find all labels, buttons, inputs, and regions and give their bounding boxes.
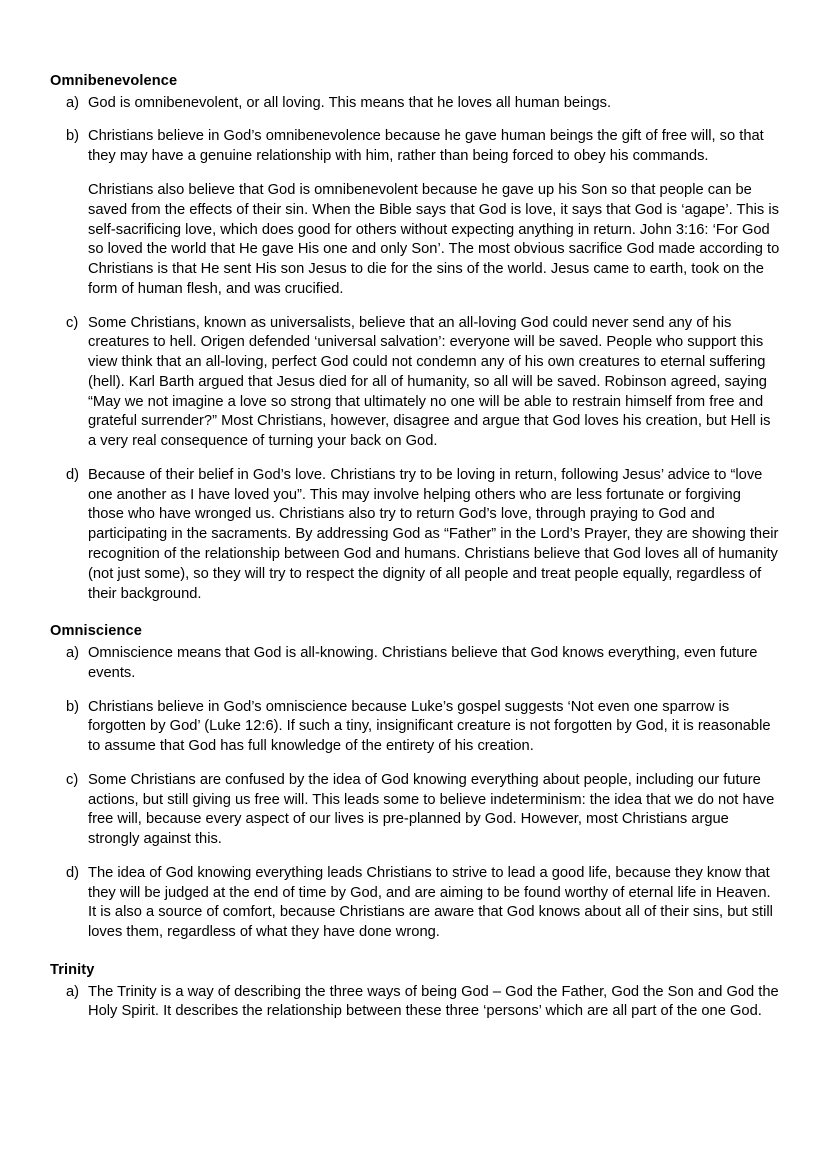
list-item (50, 314, 780, 452)
list-item-marker: d) (66, 466, 80, 483)
list-item (50, 864, 780, 943)
list-item-text: Because of their belief in God’s love. Christians try to be loving in return, following Jesus’ advice to “love one another as I have loved you”. This may involve helping others who are less fortunate or forgiving those who have wronged us. Christians also try to return God’s love, through praying to God and participating in the sacraments. By addressing God as “Father” in the Lord’s Prayer, they are showing their recognition of the relationship between God and humans. Christians believe that God loves all of humanity (not just some), so they will try to respect the dignity of all people and treat people equally, regardless of their background. (88, 466, 779, 602)
list-item-text: Christians believe in God’s omniscience because Luke’s gospel suggests ‘Not even one sparrow is forgotten by God’ (Luke 12:6). If such a tiny, insignificant creature is not forgotten by God, it is reasonable to assume that God has full knowledge of the entirety of his creation. (88, 698, 771, 755)
list-item-marker: c) (66, 314, 79, 331)
list-item-text: The idea of God knowing everything leads Christians to strive to lead a good life, because they know that they will be judged at the end of time by God, and are aiming to be found worthy of eternal life in Heaven. It is also a source of comfort, because Christians are aware that God knows about all of their sins, but still loves them, regardless of what they have done wrong. (88, 864, 773, 941)
list-item-marker: a) (66, 94, 80, 111)
list-item-marker: d) (66, 864, 80, 881)
document-body (50, 72, 780, 1022)
list-item-text: Some Christians are confused by the idea of God knowing everything about people, including our future actions, but still giving us free will. This leads some to believe indeterminism: the idea that we do not have free will, because every aspect of our lives is pre-planned by God. However, most Christians argue strongly against this. (88, 771, 775, 848)
list-item (50, 644, 780, 684)
list-item-marker: a) (66, 983, 80, 1000)
list-item (50, 771, 780, 850)
list-item-marker: a) (66, 644, 80, 661)
list-item-text: Omniscience means that God is all-knowing. Christians believe that God knows everything, even future events. (88, 644, 758, 681)
section-omniscience (50, 622, 780, 943)
list-item-marker: b) (66, 128, 80, 145)
list-item-text: Some Christians, known as universalists, believe that an all-loving God could never send any of his creatures to hell. Origen defended ‘universal salvation’: everyone will be saved. People who support this view think that an all-loving, perfect God could not condemn any of his own creatures to eternal suffering (hell). Karl Barth argued that Jesus died for all of humanity, so all will be saved. Robinson agreed, saying “May we not imagine a love so strong that ultimately no one will be able to restrain himself from free and grateful surrender?” Most Christians, however, disagree and argue that God loves his creation, but Hell is a very real consequence of turning your back on God. (88, 314, 771, 450)
section-heading: Trinity (50, 961, 95, 978)
list-item-text: The Trinity is a way of describing the three ways of being God – God the Father, God the Son and God the Holy Spirit. It describes the relationship between these three ‘persons’ which are all part of the one God. (88, 983, 779, 1020)
list-item (50, 94, 780, 114)
list-item-marker: b) (66, 698, 80, 715)
section-trinity (50, 961, 780, 1022)
section-item-list (50, 644, 780, 943)
list-item-text: Christians believe in God’s omnibenevolence because he gave human beings the gift of free will, so that they may have a genuine relationship with him, rather than being forced to obey his commands. (88, 128, 764, 165)
list-item (50, 698, 780, 757)
list-item (50, 127, 780, 299)
list-item (50, 466, 780, 604)
list-item-text: God is omnibenevolent, or all loving. This means that he loves all human beings. (88, 94, 612, 111)
section-heading: Omnibenevolence (50, 73, 178, 89)
section-heading: Omniscience (50, 623, 142, 640)
section-omnibenevolence (50, 72, 780, 604)
list-item-marker: c) (66, 771, 79, 788)
list-item-continuation-paragraph: Christians also believe that God is omnibenevolent because he gave up his Son so that people can be saved from the effects of their sin. When the Bible says that God is love, it says that God is ‘agape’. This is self-sacrificing love, which does good for others without expecting anything in return. John 3:16: ‘For God so loved the world that He gave His one and only Son’. The most obvious sacrifice God made according to Christians is that He sent His son Jesus to die for the sins of the world. Jesus came to earth, took on the form of human flesh, and was crucified. (88, 181, 780, 297)
list-item (50, 983, 780, 1023)
section-item-list (50, 94, 780, 605)
section-item-list (50, 983, 780, 1023)
